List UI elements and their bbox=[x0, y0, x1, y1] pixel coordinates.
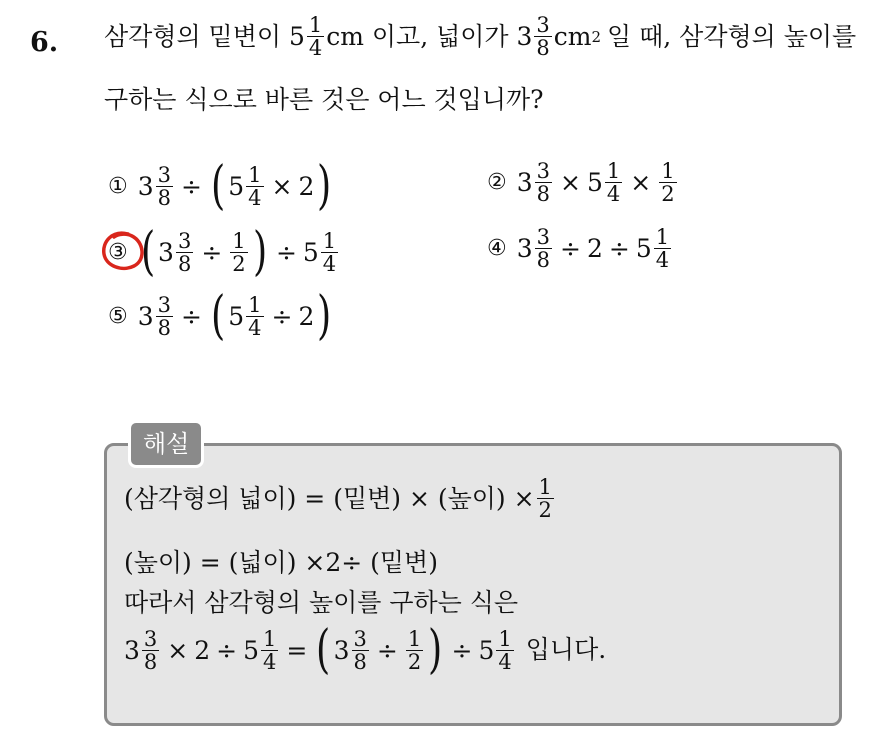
choice-2-mark: ② bbox=[487, 170, 507, 195]
question-line-2: 구하는 식으로 바른 것은 어느 것입니까? bbox=[104, 85, 544, 114]
question-text-a: 삼각형의 밑변이 5 bbox=[104, 21, 305, 51]
question-number: 6. bbox=[30, 27, 59, 58]
explanation-line-4: 3 $\frac{3}{8}$ × 2 ÷ 5 $\frac{1}{4}$ = ( 3 $\frac{3}{8}$ ÷ $\frac{1}{2}$ ) ÷ 5 $\frac{1}{4}$ 입니다. bbox=[124, 620, 607, 680]
question-text-c: cm bbox=[553, 21, 592, 51]
choice-5[interactable]: ⑤ 3 $\frac{3}{8}$ ÷ ( 5 $\frac{1}{4}$ ÷ 2 ) bbox=[108, 286, 332, 346]
question-line-1 bbox=[104, 14, 856, 59]
choice-3[interactable]: ③ ( 3 $\frac{3}{8}$ ÷ $\frac{1}{2}$ ) ÷ 5 $\frac{1}{4}$ bbox=[108, 222, 337, 282]
superscript: 2 bbox=[591, 27, 602, 46]
area-fraction: $\frac{3}{8}$ bbox=[536, 13, 550, 60]
choice-4-mark: ④ bbox=[487, 236, 507, 261]
explanation-line-2: (높이) = (넓이) ×2÷ (밑변) bbox=[124, 548, 438, 577]
choice-5-mark: ⑤ bbox=[108, 303, 128, 329]
choice-3-mark: ③ bbox=[108, 239, 128, 265]
choice-2[interactable]: ② 3 $\frac{3}{8}$ × 5 $\frac{1}{4}$ × $\frac{1}{2}$ bbox=[487, 159, 675, 206]
choice-4[interactable]: ④ 3 $\frac{3}{8}$ ÷ 2 ÷ 5 $\frac{1}{4}$ bbox=[487, 225, 670, 272]
choice-1[interactable]: ① 3 $\frac{3}{8}$ ÷ ( 5 $\frac{1}{4}$ × 2 ) bbox=[108, 156, 332, 216]
explanation-line-1: (삼각형의 넓이) = (밑변) × (높이) × $\frac{1}{2}$ bbox=[124, 475, 552, 522]
choice-1-mark: ① bbox=[108, 173, 128, 199]
question-text-d: 일 때, 삼각형의 높이를 bbox=[607, 21, 857, 51]
explanation-line-3: 따라서 삼각형의 높이를 구하는 식은 bbox=[124, 588, 519, 617]
explanation-tag: 해설 bbox=[128, 420, 204, 468]
base-fraction: $\frac{1}{4}$ bbox=[308, 13, 323, 60]
question-text-b: cm 이고, 넓이가 3 bbox=[326, 21, 533, 51]
